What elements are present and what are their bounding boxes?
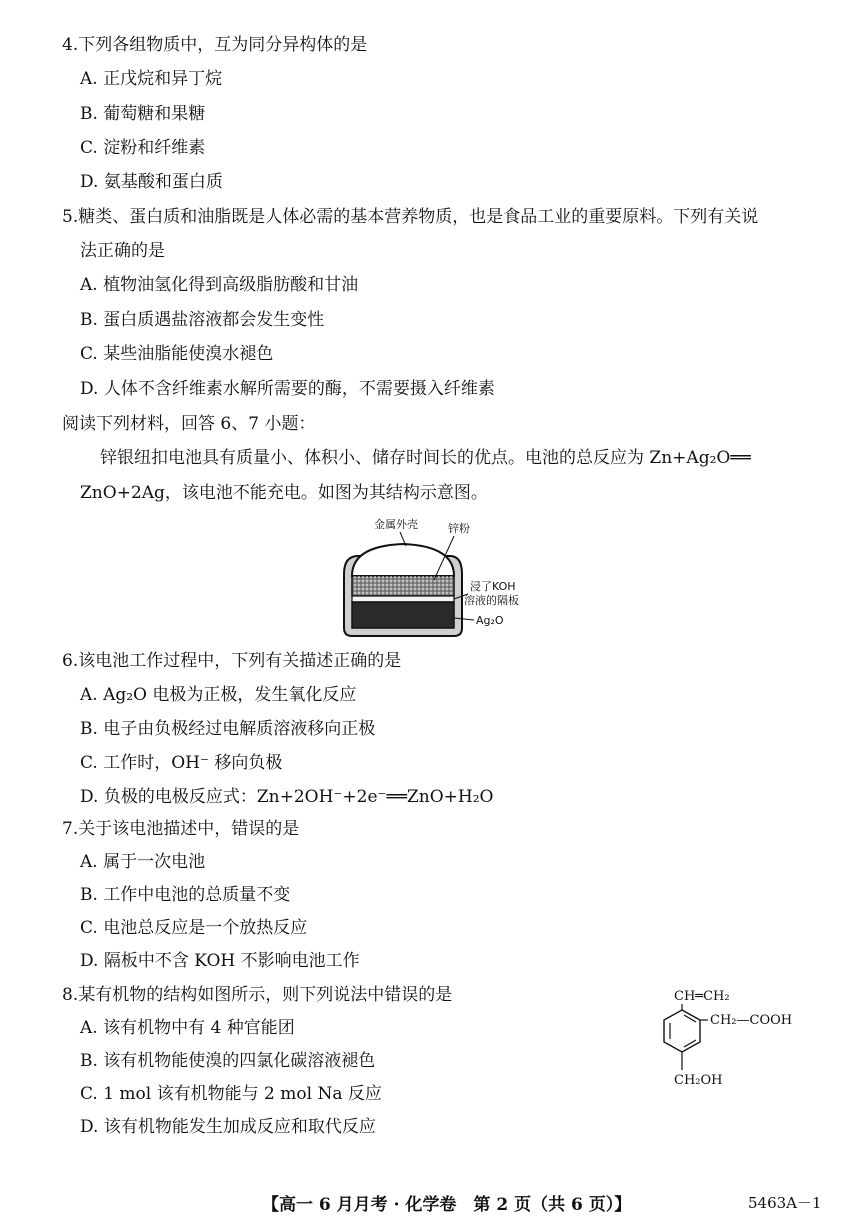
q5-stem-line2: 法正确的是 — [80, 241, 165, 261]
q4-option-c: C. 淀粉和纤维素 — [80, 138, 206, 158]
zinc-powder-texture — [352, 576, 454, 596]
label-ag2o: Ag₂O — [476, 614, 504, 627]
q6-option-d: D. 负极的电极反应式：Zn+2OH⁻+2e⁻══ZnO+H₂O — [80, 787, 494, 807]
q4-option-a: A. 正戊烷和异丁烷 — [80, 69, 223, 89]
material-equation: Zn+Ag₂O══ — [649, 448, 751, 468]
page-footer: 【高一 6 月月考 · 化学卷 第 2 页（共 6 页）】 — [262, 1195, 632, 1215]
q6-stem: 6.该电池工作过程中，下列有关描述正确的是 — [62, 651, 402, 671]
q6-option-b: B. 电子由负极经过电解质溶液移向正极 — [80, 719, 376, 739]
material-paragraph-line1 — [100, 447, 751, 469]
organic-structure-diagram — [650, 982, 820, 1102]
q8-stem: 8.某有机物的结构如图所示，则下列说法中错误的是 — [62, 985, 453, 1005]
q7-option-d: D. 隔板中不含 KOH 不影响电池工作 — [80, 951, 360, 971]
paper-code: 5463A－1 — [748, 1194, 822, 1212]
material-paragraph-text: 锌银纽扣电池具有质量小、体积小、储存时间长的优点。电池的总反应为 — [100, 448, 650, 468]
q7-option-b: B. 工作中电池的总质量不变 — [80, 885, 291, 905]
q7-option-c: C. 电池总反应是一个放热反应 — [80, 918, 308, 938]
q8-option-c: C. 1 mol 该有机物能与 2 mol Na 反应 — [80, 1084, 382, 1104]
q6-option-a: A. Ag₂O 电极为正极，发生氧化反应 — [80, 685, 357, 705]
label-hydroxymethyl: CH₂OH — [674, 1073, 723, 1088]
material-intro: 阅读下列材料，回答 6、7 小题： — [62, 414, 316, 434]
q5-stem-line1: 5.糖类、蛋白质和油脂既是人体必需的基本营养物质，也是食品工业的重要原料。下列有关说 — [62, 207, 759, 227]
button-battery-diagram — [330, 516, 540, 640]
q7-option-a: A. 属于一次电池 — [80, 852, 206, 872]
q6-option-c: C. 工作时，OH⁻ 移向负极 — [80, 753, 283, 773]
label-zinc-powder: 锌粉 — [448, 522, 470, 535]
q5-option-a: A. 植物油氢化得到高级脂肪酸和甘油 — [80, 275, 359, 295]
q5-option-b: B. 蛋白质遇盐溶液都会发生变性 — [80, 310, 325, 330]
q8-option-d: D. 该有机物能发生加成反应和取代反应 — [80, 1117, 376, 1137]
q4-option-b: B. 葡萄糖和果糖 — [80, 104, 206, 124]
q7-stem: 7.关于该电池描述中，错误的是 — [62, 819, 300, 839]
q4-option-d: D. 氨基酸和蛋白质 — [80, 172, 223, 192]
label-separator-line2: 溶液的隔板 — [464, 594, 519, 607]
material-paragraph-line2: ZnO+2Ag，该电池不能充电。如图为其结构示意图。 — [80, 483, 488, 503]
q8-option-a: A. 该有机物中有 4 种官能团 — [80, 1018, 295, 1038]
label-metal-shell: 金属外壳 — [374, 518, 418, 531]
label-side-chain: CH₂—COOH — [710, 1013, 793, 1028]
q4-stem: 4.下列各组物质中，互为同分异构体的是 — [62, 35, 368, 55]
label-separator-line1: 浸了KOH — [470, 580, 516, 593]
separator-layer — [352, 596, 454, 602]
q8-option-b: B. 该有机物能使溴的四氯化碳溶液褪色 — [80, 1051, 376, 1071]
q5-option-c: C. 某些油脂能使溴水褪色 — [80, 344, 274, 364]
metal-shell — [352, 544, 454, 576]
ag2o-layer — [352, 602, 454, 628]
q5-option-d: D. 人体不含纤维素水解所需要的酶，不需要摄入纤维素 — [80, 379, 495, 399]
label-vinyl-group: CH═CH₂ — [674, 989, 730, 1004]
